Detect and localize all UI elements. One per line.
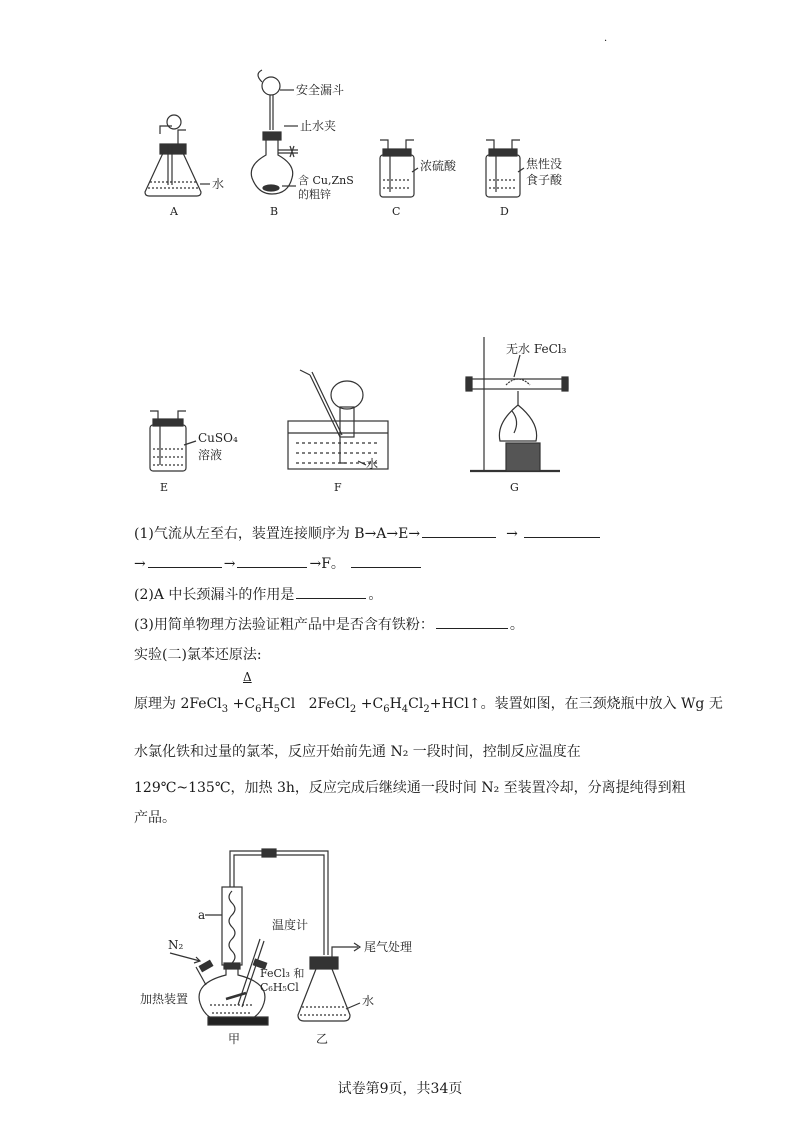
label-f-water: 水: [366, 457, 379, 471]
label-d2: 食子酸: [526, 173, 563, 187]
q2-text: (2)A 中长颈漏斗的作用是: [134, 587, 295, 603]
para-line3: 产品。: [134, 810, 176, 826]
label-reagents2: C₆H₅Cl: [260, 981, 299, 994]
q1-arrow2: →: [223, 556, 236, 572]
q2-end: 。: [368, 587, 383, 603]
label-e1: CuSO₄: [198, 431, 238, 445]
blank-3[interactable]: [148, 553, 222, 568]
para-line1: 水氯化铁和过量的氯苯，反应开始前先通 N₂ 一段时间，控制反应温度在: [134, 744, 581, 760]
apparatus-b: [251, 70, 298, 194]
label-b-funnel: 安全漏斗: [296, 83, 345, 97]
apparatus-row2: [0, 325, 800, 500]
label-thermometer: 温度计: [272, 918, 309, 932]
q1-prefix: (1)气流从左至右，装置连接顺序为 B→A→E→: [134, 526, 421, 542]
label-a-condenser: a: [198, 908, 206, 922]
apparatus-f: [288, 370, 388, 469]
blank-6[interactable]: [296, 584, 366, 599]
blank-4[interactable]: [237, 553, 307, 568]
page-footer: 试卷第9页，共34页: [337, 1081, 463, 1097]
letter-d: D: [500, 205, 509, 218]
apparatus-e: [150, 411, 196, 471]
apparatus-jia-yi: [170, 849, 360, 1025]
letter-c: C: [392, 205, 401, 218]
apparatus-d: [486, 140, 524, 197]
apparatus-c: [380, 140, 418, 197]
apparatus-row1: [0, 60, 800, 230]
apparatus-g: [466, 337, 568, 471]
exp2-title: 实验(二)氯苯还原法:: [134, 647, 262, 663]
letter-a: A: [170, 205, 178, 218]
label-e2: 溶液: [198, 448, 223, 462]
q1-line2: [134, 553, 423, 574]
q1-line1: [134, 523, 602, 544]
q3-end: 。: [509, 617, 524, 633]
label-b-content1: 含 Cu,ZnS: [298, 174, 354, 187]
blank-5[interactable]: [351, 553, 421, 568]
label-c: 浓硫酸: [420, 159, 457, 173]
label-a-water: 水: [212, 177, 225, 191]
delta-symbol: Δ: [243, 670, 252, 684]
label-b-content2: 的粗锌: [298, 188, 331, 201]
label-yi: 乙: [316, 1032, 329, 1046]
label-tail-gas: 尾气处理: [364, 940, 413, 954]
label-n2: N₂: [168, 938, 184, 952]
page-dot: ·: [604, 36, 608, 47]
q1-arrow3: →F。: [309, 556, 345, 572]
blank-1[interactable]: [422, 523, 496, 538]
blank-7[interactable]: [436, 614, 508, 629]
apparatus-a: [145, 115, 210, 196]
label-d1: 焦性没: [526, 157, 563, 171]
letter-e: E: [160, 481, 169, 494]
label-g: 无水 FeCl₃: [506, 342, 567, 356]
para-line2: 129℃~135℃，加热 3h，反应完成后继续通一段时间 N₂ 至装置冷却，分离提纯得到粗: [134, 780, 686, 796]
principle-rest: 。装置如图，在三颈烧瓶中放入 Wg 无: [480, 696, 723, 712]
label-jia: 甲: [228, 1032, 241, 1046]
q1-line2-arrow: →: [134, 556, 146, 572]
label-b-clamp: 止水夹: [300, 119, 337, 133]
letter-g: G: [510, 481, 519, 494]
principle-line: 原理为 2FeCl$_3$ $+C_6H_5Cl$ 2FeCl$_2$ $+C_6H_4Cl_2+HCl↑$。装置如图，在三颈烧瓶中放入 Wg 无: [134, 696, 723, 715]
blank-2[interactable]: [524, 523, 600, 538]
label-heater: 加热装置: [140, 992, 189, 1006]
q1-arrow1: →: [506, 526, 518, 542]
apparatus-bottom: [0, 835, 800, 1050]
principle-prefix: 原理为 2FeCl: [134, 696, 222, 712]
letter-f: F: [334, 481, 342, 494]
q3-line: [134, 614, 524, 635]
letter-b: B: [270, 205, 279, 218]
q3-text: (3)用简单物理方法验证粗产品中是否含有铁粉：: [134, 617, 434, 633]
label-water-yi: 水: [362, 994, 375, 1008]
q2-line: [134, 584, 382, 605]
label-reagents1: FeCl₃ 和: [260, 967, 305, 980]
